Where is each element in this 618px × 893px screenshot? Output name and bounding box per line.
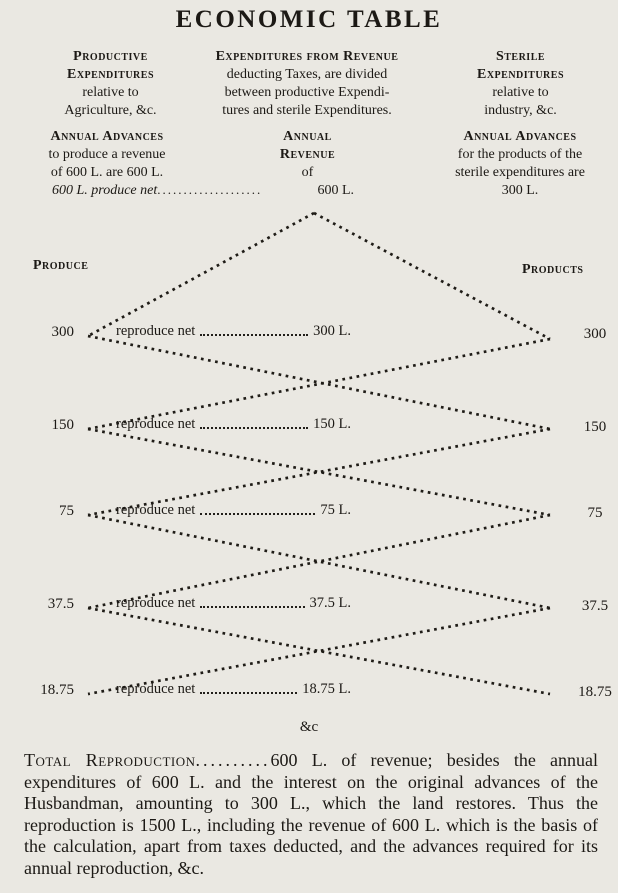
reproduce-net-value: 37.5 L.	[309, 595, 351, 611]
reproduce-net-value: 75 L.	[320, 502, 351, 518]
left-value-300: 300	[51, 324, 74, 340]
total-reproduction-paragraph	[24, 750, 598, 880]
header-productive-expenditures	[28, 48, 193, 120]
leader-dots: ....................	[157, 182, 263, 197]
header-line: Agriculture, &c.	[64, 103, 157, 118]
leader-dots	[200, 606, 304, 608]
footer-leader-dots: ..........	[195, 750, 271, 770]
advances-line: Annual Advances	[50, 129, 164, 144]
right-value-37-5: 37.5	[581, 598, 609, 614]
right-value-150: 150	[583, 419, 607, 435]
annual-advances-left	[18, 128, 196, 182]
leader-dots	[200, 427, 308, 429]
header-line: between productive Expendi-	[224, 85, 390, 100]
leader-dots	[200, 334, 308, 336]
line-apex-to-right-300	[314, 213, 550, 339]
header-line: Productive	[73, 49, 148, 64]
leader-dots	[200, 513, 315, 515]
zigzag-diagram-lines	[0, 205, 618, 705]
reproduce-net-label: reproduce net	[116, 416, 196, 432]
reproduce-net-value: 150 L.	[313, 416, 351, 432]
produce-net-leader-line	[52, 182, 354, 199]
right-value-300: 300	[583, 326, 607, 342]
advances-line: of 600 L. are 600 L.	[50, 165, 164, 180]
reproduce-net-row	[116, 323, 351, 340]
reproduce-net-row	[116, 595, 351, 612]
left-value-75: 75	[59, 503, 74, 519]
right-value-75: 75	[587, 505, 603, 521]
reproduce-net-row	[116, 681, 351, 698]
reproduce-net-value: 300 L.	[313, 323, 351, 339]
leader-dots	[200, 692, 297, 694]
header-line: Expenditures	[476, 67, 565, 82]
left-value-37-5: 37.5	[47, 596, 74, 612]
advances-line: Annual	[283, 129, 332, 144]
produce-net-italic: 600 L. produce net	[52, 183, 158, 198]
produce-net-value: 600 L.	[317, 183, 354, 198]
header-expenditures-from-revenue	[193, 48, 421, 120]
header-line: tures and sterile Expenditures.	[222, 103, 392, 118]
reproduce-net-row	[116, 502, 351, 519]
header-line: Sterile	[495, 49, 546, 64]
reproduce-net-label: reproduce net	[116, 502, 196, 518]
advances-line: Annual Advances	[463, 129, 577, 144]
annual-advances-right	[435, 128, 605, 200]
reproduce-net-value: 18.75 L.	[302, 681, 351, 697]
produce-label: Produce	[33, 258, 89, 273]
reproduce-net-label: reproduce net	[116, 323, 196, 339]
advances-line: of	[301, 165, 314, 180]
page-title: ECONOMIC TABLE	[175, 6, 443, 33]
line-apex-to-left-300	[88, 213, 314, 336]
total-reproduction-lead: Total Reproduction	[24, 750, 196, 770]
header-line: industry, &c.	[484, 103, 557, 118]
advances-line: Revenue	[279, 147, 336, 162]
header-sterile-expenditures	[443, 48, 598, 120]
reproduce-net-label: reproduce net	[116, 595, 196, 611]
left-value-150: 150	[51, 417, 74, 433]
header-line: Expenditures from Revenue	[215, 49, 399, 64]
header-line: relative to	[492, 85, 549, 100]
advances-line: to produce a revenue	[48, 147, 166, 162]
right-value-18-75: 18.75	[578, 684, 612, 700]
reproduce-net-label: reproduce net	[116, 681, 196, 697]
advances-line: sterile expenditures are	[455, 165, 585, 180]
advances-line: for the products of the	[457, 147, 583, 162]
annual-revenue-center	[240, 128, 375, 182]
products-label: Products	[522, 262, 584, 277]
header-line: Expenditures	[66, 67, 155, 82]
footer-body-text: 600 L. of revenue; besides the annual expenditures of 600 L. and the interest on the original advances of the Husbandman, amounting to 300 L., which the land restores. Thus the reproduction is 1500 L., including the revenue of 600 L. which is the basis of the calculation, apart from taxes deducted, and the advances required for its annual reproduction, &c.	[24, 750, 599, 878]
reproduce-net-row	[116, 416, 351, 433]
left-value-18-75: 18.75	[40, 682, 74, 698]
header-line: deducting Taxes, are divided	[226, 67, 388, 82]
etcetera-mark: &c	[299, 719, 319, 735]
header-line: relative to	[82, 85, 139, 100]
advances-line: 300 L.	[501, 183, 539, 198]
